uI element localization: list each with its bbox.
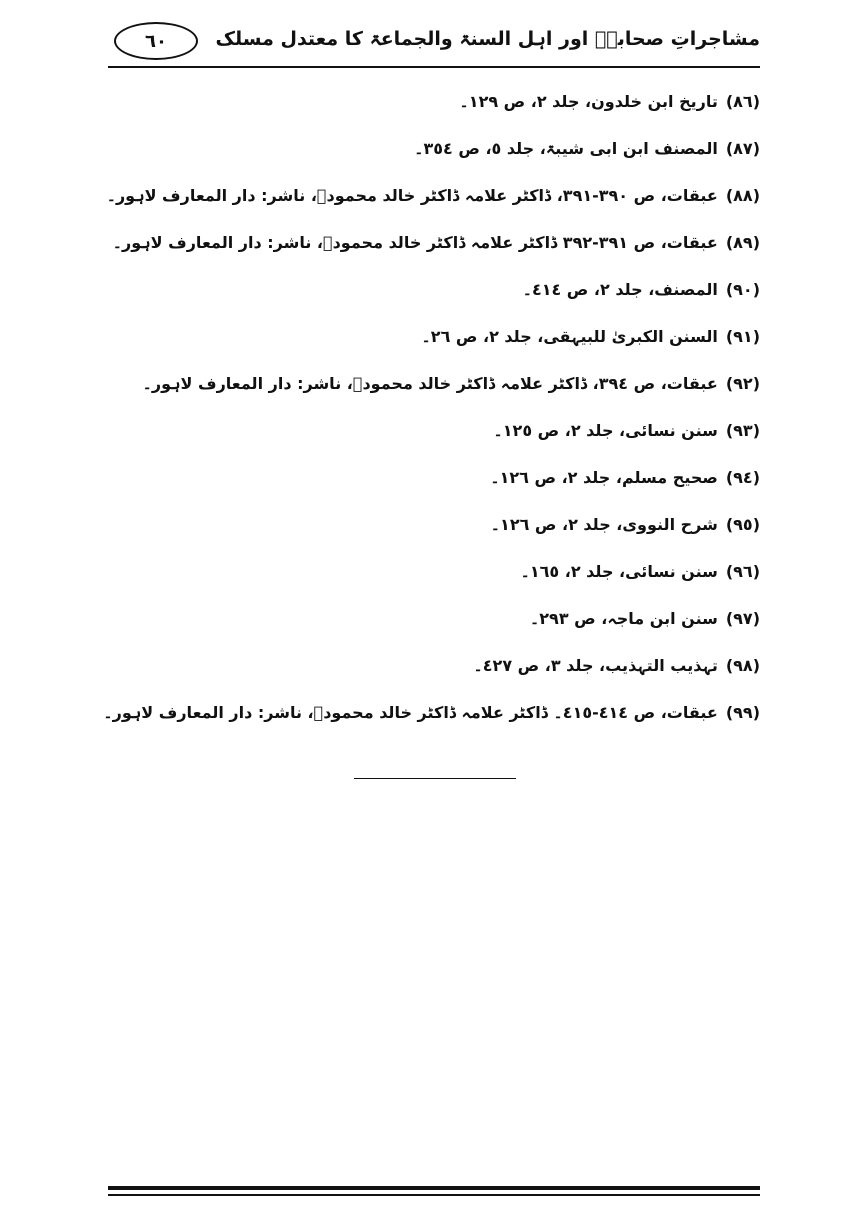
footnote-number: (٨٨) bbox=[725, 186, 760, 205]
page-header bbox=[108, 20, 760, 66]
footnote-text: سنن نسائی، جلد ٢، ص ١٢٥۔ bbox=[493, 421, 718, 440]
footnote-91 bbox=[108, 313, 760, 360]
footnote-97 bbox=[108, 595, 760, 642]
footnote-text: المصنف، جلد ٢، ص ٤١٤۔ bbox=[522, 280, 718, 299]
footnote-number: (٩٠) bbox=[725, 280, 760, 299]
footnote-text: السنن الکبریٰ للبیہقی، جلد ٢، ص ٢٦۔ bbox=[421, 327, 718, 346]
end-of-notes-rule bbox=[354, 778, 516, 779]
footnote-86 bbox=[108, 78, 760, 125]
footnote-99 bbox=[103, 689, 760, 736]
page-number: ٦٠ bbox=[114, 22, 198, 60]
footnote-95 bbox=[108, 501, 760, 548]
footnote-number: (٨٦) bbox=[725, 92, 760, 111]
footnote-text: عبقات، ص ٣٩٠-٣٩١، ڈاکٹر علامہ ڈاکٹر خالد محمودؒ، ناشر: دار المعارف لاہور۔ bbox=[106, 186, 718, 205]
footnote-number: (٩٦) bbox=[725, 562, 760, 581]
footnote-92 bbox=[108, 360, 760, 407]
footnote-text: عبقات، ص ٣٩٤، ڈاکٹر علامہ ڈاکٹر خالد محمودؒ، ناشر: دار المعارف لاہور۔ bbox=[142, 374, 718, 393]
footnote-94 bbox=[108, 454, 760, 501]
footnote-number: (٩٩) bbox=[725, 703, 760, 722]
footnote-text: تاریخ ابن خلدون، جلد ٢، ص ١٢٩۔ bbox=[459, 92, 718, 111]
running-title: مشاجراتِ صحابہؓ اور اہل السنۃ والجماعۃ کا معتدل مسلک bbox=[215, 28, 760, 50]
footnote-text: عبقات، ص ٤١٤-٤١٥۔ ڈاکٹر علامہ ڈاکٹر خالد محمودؒ، ناشر: دار المعارف لاہور۔ bbox=[103, 703, 718, 722]
footnote-number: (٩٨) bbox=[725, 656, 760, 675]
footnote-number: (٩٤) bbox=[725, 468, 760, 487]
footnote-text: تہذیب التہذیب، جلد ٣، ص ٤٢٧۔ bbox=[473, 656, 718, 675]
footnote-number: (٩٢) bbox=[725, 374, 760, 393]
footnote-96 bbox=[108, 548, 760, 595]
footnote-number: (٩٧) bbox=[725, 609, 760, 628]
footnote-number: (٩٥) bbox=[725, 515, 760, 534]
footnote-list bbox=[103, 78, 760, 736]
footer-rule-thin bbox=[108, 1194, 760, 1196]
header-rule bbox=[108, 66, 760, 68]
footnote-text: سنن ابن ماجہ، ص ٢٩٣۔ bbox=[529, 609, 718, 628]
footnote-number: (٩١) bbox=[725, 327, 760, 346]
footnote-89 bbox=[108, 219, 760, 266]
footer-rule-thick bbox=[108, 1186, 760, 1190]
footnote-text: صحیح مسلم، جلد ٢، ص ١٢٦۔ bbox=[490, 468, 718, 487]
footnote-88 bbox=[108, 172, 760, 219]
footnote-number: (٩٣) bbox=[725, 421, 760, 440]
footnote-text: عبقات، ص ٣٩١-٣٩٢ ڈاکٹر علامہ ڈاکٹر خالد محمودؒ، ناشر: دار المعارف لاہور۔ bbox=[112, 233, 718, 252]
footnote-87 bbox=[108, 125, 760, 172]
footnote-number: (٨٩) bbox=[725, 233, 760, 252]
footnote-text: المصنف ابن ابی شیبۃ، جلد ٥، ص ٣٥٤۔ bbox=[414, 139, 718, 158]
footnote-text: شرح النووی، جلد ٢، ص ١٢٦۔ bbox=[490, 515, 718, 534]
footnote-text: سنن نسائی، جلد ٢، ١٦٥۔ bbox=[520, 562, 718, 581]
footnote-90 bbox=[108, 266, 760, 313]
footnote-98 bbox=[108, 642, 760, 689]
footnote-93 bbox=[108, 407, 760, 454]
footnote-number: (٨٧) bbox=[725, 139, 760, 158]
